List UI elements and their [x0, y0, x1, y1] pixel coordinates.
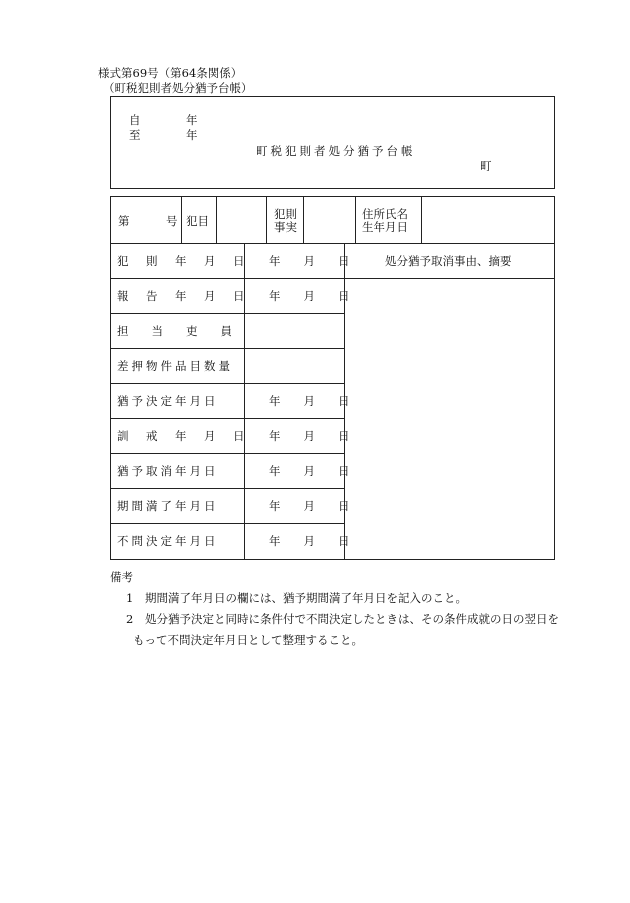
row-label-report-date: 報 告 年 月 日 — [117, 289, 248, 303]
date-cell-offense: 年 月 日 — [269, 254, 350, 268]
date-cell-expiry: 年 月 日 — [269, 499, 350, 513]
row-label-offense-date: 犯 則 年 月 日 — [117, 254, 248, 268]
remarks-header: 処分猶予取消事由、摘要 — [385, 254, 512, 268]
note-2-continuation: もって不問決定年月日として整理すること。 — [133, 633, 363, 647]
row-label-dismissal-date: 不問決定年月日 — [117, 534, 219, 548]
row-label-cancel-date: 猶予取消年月日 — [117, 464, 219, 478]
birthdate-label: 生年月日 — [362, 220, 408, 234]
row-label-seized-items: 差押物件品目数量 — [117, 359, 233, 373]
row-label-officer: 担 当 吏 員 — [117, 324, 232, 338]
offense-fact-label-2: 事実 — [274, 220, 297, 234]
note-2-text: 処分猶予決定と同時に条件付で不問決定したときは、その条件成就の日の翌日を — [145, 612, 559, 626]
row-label-suspension-date: 猶予決定年月日 — [117, 394, 219, 408]
form-subtitle: （町税犯則者処分猶予台帳） — [103, 81, 253, 95]
date-cell-report: 年 月 日 — [269, 289, 350, 303]
form-number: 様式第69号（第64条関係） — [98, 66, 243, 80]
ledger-header-box — [110, 96, 555, 189]
date-cell-suspension: 年 月 日 — [269, 394, 350, 408]
ledger-title: 町税犯則者処分猶予台帳 — [256, 144, 416, 158]
to-year-label: 年 — [186, 128, 198, 142]
from-label: 自 — [129, 113, 141, 127]
notes-title: 備考 — [110, 570, 133, 584]
offense-item-label: 犯目 — [186, 214, 209, 228]
town-label: 町 — [480, 159, 492, 173]
ledger-table — [110, 196, 555, 560]
date-cell-warning: 年 月 日 — [269, 429, 350, 443]
note-2-number: 2 — [126, 612, 134, 626]
number-suffix: 号 — [166, 214, 178, 228]
note-1-text: 期間満了年月日の欄には、猶予期間満了年月日を記入のこと。 — [145, 591, 467, 605]
address-name-label: 住所氏名 — [362, 207, 408, 221]
date-cell-cancel: 年 月 日 — [269, 464, 350, 478]
to-label: 至 — [129, 128, 141, 142]
number-prefix: 第 — [118, 214, 130, 228]
date-cell-dismissal: 年 月 日 — [269, 534, 350, 548]
row-label-expiry-date: 期間満了年月日 — [117, 499, 219, 513]
offense-fact-label: 犯則 — [274, 207, 297, 221]
row-label-warning-date: 訓 戒 年 月 日 — [117, 429, 248, 443]
note-1-number: 1 — [126, 591, 134, 605]
from-year-label: 年 — [186, 113, 198, 127]
